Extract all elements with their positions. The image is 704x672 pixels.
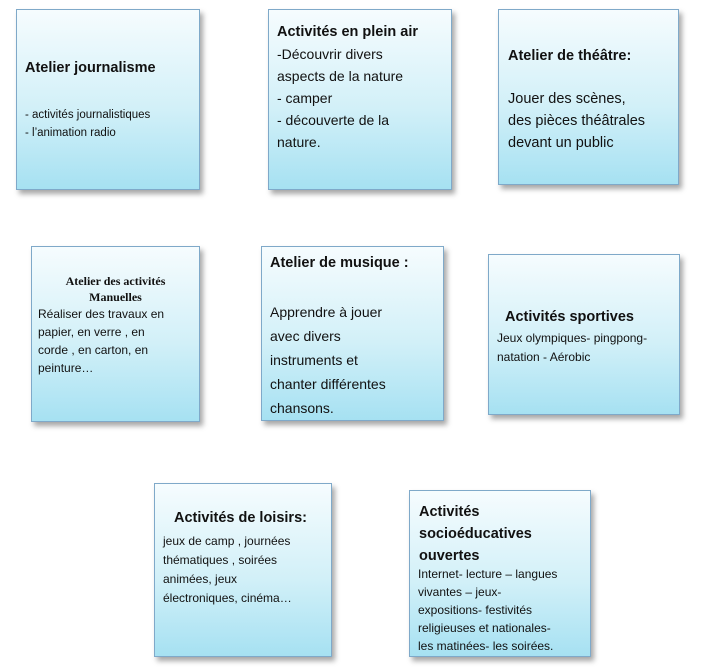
card-body: Jeux olympiques- pingpong- natation - Aérobic <box>497 331 648 364</box>
card-title: Activités socioéducatives ouvertes <box>419 504 532 564</box>
card-body: Internet- lecture – langues vivantes – jeux- expositions- festivités religieuses et nationales- les matinées- les soirées. <box>418 567 558 653</box>
card-title: Atelier journalisme <box>25 60 156 76</box>
card-title: Atelier des activités Manuelles <box>65 274 166 304</box>
card-atelier-journalisme <box>16 9 200 190</box>
card-activites-loisirs <box>154 483 332 657</box>
card-body: jeux de camp , journées thématiques , soirées animées, jeux électroniques, cinéma… <box>163 534 292 605</box>
card-activites-sportives <box>488 254 680 415</box>
card-atelier-musique <box>261 246 444 421</box>
card-title: Activités en plein air <box>277 24 419 40</box>
card-title: Activités sportives <box>505 309 634 325</box>
card-body: -Découvrir divers aspects de la nature - camper - découverte de la nature. <box>277 46 404 150</box>
card-body: Réaliser des travaux en papier, en verre , en corde , en carton, en peinture… <box>38 307 165 375</box>
card-title: Atelier de théâtre: <box>508 48 632 64</box>
card-body: - activités journalistiques - l’animation radio <box>25 109 151 139</box>
card-activites-socioeducatives <box>409 490 591 657</box>
card-title: Activités de loisirs: <box>174 510 307 526</box>
card-body: Jouer des scènes, des pièces théâtrales devant un public <box>508 91 646 151</box>
card-atelier-theatre <box>498 9 679 185</box>
card-body: Apprendre à jouer avec divers instruments et chanter différentes chansons. <box>270 304 386 416</box>
card-atelier-activites-manuelles <box>31 246 200 422</box>
card-activites-plein-air <box>268 9 452 190</box>
card-title: Atelier de musique : <box>270 255 409 271</box>
